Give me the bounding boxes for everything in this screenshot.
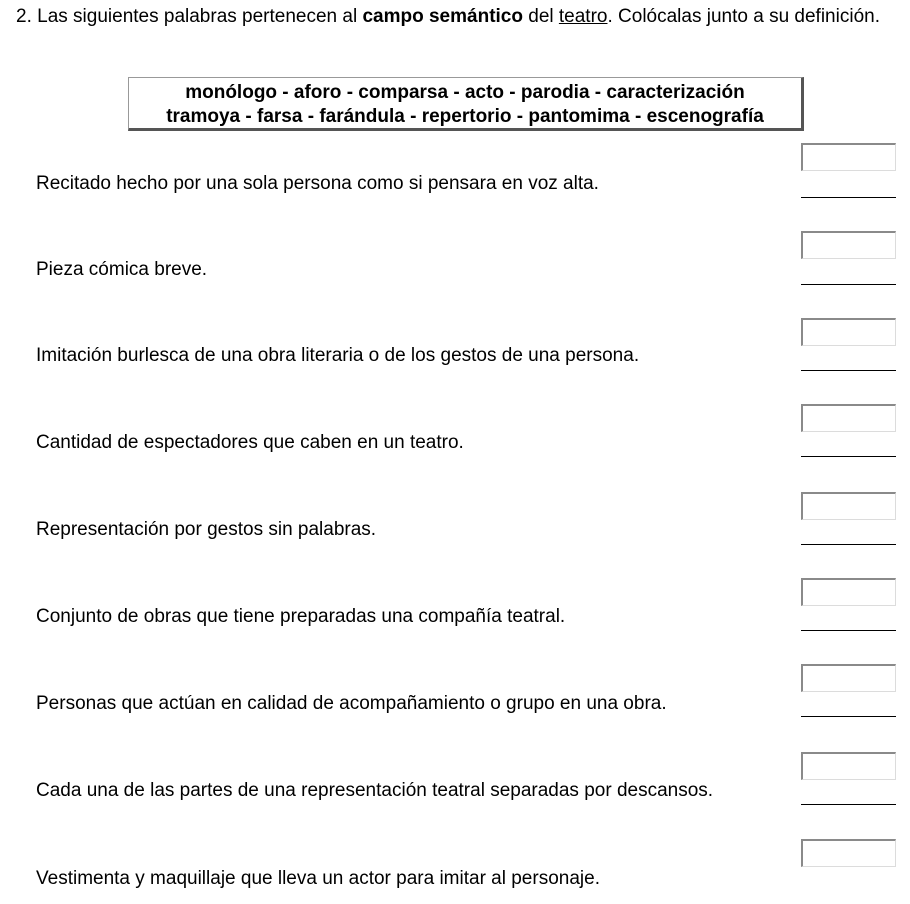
- word-bank-line-2: tramoya - farsa - farándula - repertorio - pantomima - escenografía: [166, 106, 764, 127]
- definition-8: Cada una de las partes de una representación teatral separadas por descansos.: [36, 780, 714, 801]
- answer-line-5: [801, 544, 896, 545]
- instruction-bold-term: campo semántico: [362, 6, 523, 27]
- definition-7: Personas que actúan en calidad de acompañamiento o grupo en una obra.: [36, 693, 667, 714]
- word-bank-line-1: monólogo - aforo - comparsa - acto - parodia - caracterización: [185, 82, 745, 103]
- answer-line-7: [801, 716, 896, 717]
- word-bank-box: [128, 77, 804, 131]
- definition-5: Representación por gestos sin palabras.: [36, 519, 377, 540]
- answer-box-2[interactable]: [801, 231, 896, 259]
- answer-line-2: [801, 284, 896, 285]
- answer-box-7[interactable]: [801, 664, 896, 692]
- answer-box-5[interactable]: [801, 492, 896, 520]
- answer-box-9[interactable]: [801, 839, 896, 867]
- answer-line-4: [801, 456, 896, 457]
- definition-4: Cantidad de espectadores que caben en un teatro.: [36, 432, 464, 453]
- definition-9: Vestimenta y maquillaje que lleva un actor para imitar al personaje.: [36, 868, 600, 889]
- answer-line-3: [801, 370, 896, 371]
- definition-1: Recitado hecho por una sola persona como si pensara en voz alta.: [36, 173, 599, 194]
- definition-6: Conjunto de obras que tiene preparadas una compañía teatral.: [36, 606, 566, 627]
- instruction-underlined-term: teatro: [558, 6, 608, 27]
- answer-line-6: [801, 630, 896, 631]
- answer-box-4[interactable]: [801, 404, 896, 432]
- answer-box-3[interactable]: [801, 318, 896, 346]
- answer-box-8[interactable]: [801, 752, 896, 780]
- exercise-instruction: [16, 4, 896, 29]
- instruction-text-2: del: [522, 6, 559, 27]
- answer-line-1: [801, 197, 896, 198]
- definition-3: Imitación burlesca de una obra literaria o de los gestos de una persona.: [36, 345, 640, 366]
- answer-box-6[interactable]: [801, 578, 896, 606]
- answer-line-8: [801, 804, 896, 805]
- definition-2: Pieza cómica breve.: [36, 259, 208, 280]
- answer-box-1[interactable]: [801, 143, 896, 171]
- exercise-number: 2.: [16, 6, 32, 27]
- instruction-text-3: . Colócalas junto a su definición.: [607, 6, 880, 27]
- instruction-text-1: Las siguientes palabras pertenecen al: [31, 6, 363, 27]
